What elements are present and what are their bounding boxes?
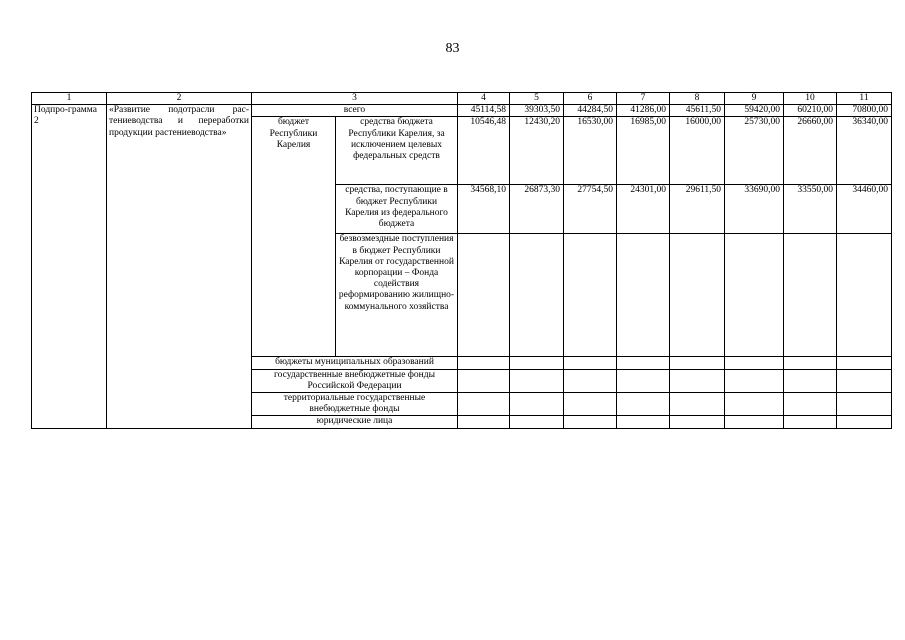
value-cell [510, 234, 564, 357]
row-label: юридические лица [252, 416, 458, 428]
value-cell: 12430,20 [510, 117, 564, 185]
value-cell: 26660,00 [784, 117, 837, 185]
value-cell: 34460,00 [837, 185, 892, 234]
value-cell [725, 234, 784, 357]
value-cell: 70800,00 [837, 105, 892, 117]
value-cell: 45114,58 [458, 105, 510, 117]
value-cell [510, 393, 564, 416]
value-cell [670, 234, 725, 357]
value-cell: 59420,00 [725, 105, 784, 117]
value-cell [564, 369, 617, 392]
value-cell [458, 234, 510, 357]
value-cell [510, 416, 564, 428]
row-label: средства бюджета Республики Карелия, за исключением целевых федеральных средств [336, 117, 458, 185]
value-cell: 27754,50 [564, 185, 617, 234]
value-cell: 24301,00 [617, 185, 670, 234]
value-cell [617, 357, 670, 369]
value-cell [837, 234, 892, 357]
value-cell [564, 234, 617, 357]
row-label: государственные внебюджетные фонды Российской Федерации [252, 369, 458, 392]
value-cell [725, 369, 784, 392]
value-cell [784, 416, 837, 428]
program-name-cell: «Развитие подотрасли рас-тениеводства и переработки продукции растениеводства» [107, 105, 252, 428]
value-cell: 45611,50 [670, 105, 725, 117]
value-cell: 33550,00 [784, 185, 837, 234]
value-cell [458, 357, 510, 369]
value-cell [510, 357, 564, 369]
header-cell: 9 [725, 93, 784, 105]
value-cell [784, 369, 837, 392]
value-cell: 39303,50 [510, 105, 564, 117]
header-cell: 1 [32, 93, 107, 105]
value-cell: 60210,00 [784, 105, 837, 117]
value-cell [670, 393, 725, 416]
value-cell [564, 393, 617, 416]
value-cell [670, 369, 725, 392]
value-cell: 41286,00 [617, 105, 670, 117]
value-cell [617, 369, 670, 392]
value-cell [670, 416, 725, 428]
header-cell: 8 [670, 93, 725, 105]
value-cell: 26873,30 [510, 185, 564, 234]
value-cell: 25730,00 [725, 117, 784, 185]
value-cell [837, 393, 892, 416]
value-cell [458, 369, 510, 392]
value-cell [725, 416, 784, 428]
header-row [32, 93, 892, 105]
value-cell: 29611,50 [670, 185, 725, 234]
value-cell [784, 234, 837, 357]
row-label: безвозмездные поступления в бюджет Республики Карелия от государственной корпорации – Фонда содействия реформированию жилищно-коммунального хозяйства [336, 234, 458, 357]
header-cell: 6 [564, 93, 617, 105]
value-cell: 36340,00 [837, 117, 892, 185]
value-cell [784, 357, 837, 369]
value-cell: 34568,10 [458, 185, 510, 234]
value-cell [725, 393, 784, 416]
value-cell [617, 416, 670, 428]
value-cell [837, 369, 892, 392]
value-cell [837, 416, 892, 428]
budget-rk-cell: бюджет Республики Карелия [252, 117, 336, 357]
row-label: всего [252, 105, 458, 117]
value-cell [837, 357, 892, 369]
value-cell [784, 393, 837, 416]
value-cell: 16985,00 [617, 117, 670, 185]
header-cell: 5 [510, 93, 564, 105]
value-cell: 10546,48 [458, 117, 510, 185]
value-cell [458, 393, 510, 416]
header-cell: 7 [617, 93, 670, 105]
value-cell: 44284,50 [564, 105, 617, 117]
value-cell [725, 357, 784, 369]
header-cell: 11 [837, 93, 892, 105]
value-cell [564, 416, 617, 428]
page-number: 83 [445, 41, 460, 56]
value-cell: 16000,00 [670, 117, 725, 185]
header-cell: 2 [107, 93, 252, 105]
value-cell: 33690,00 [725, 185, 784, 234]
program-cell: Подпро-грамма 2 [32, 105, 107, 428]
table-row [32, 105, 892, 117]
row-label: бюджеты муниципальных образований [252, 357, 458, 369]
value-cell [617, 393, 670, 416]
header-cell: 10 [784, 93, 837, 105]
financing-table [31, 92, 892, 429]
value-cell: 16530,00 [564, 117, 617, 185]
header-cell: 3 [252, 93, 458, 105]
value-cell [564, 357, 617, 369]
value-cell [617, 234, 670, 357]
row-label: средства, поступающие в бюджет Республики Карелия из федерального бюджета [336, 185, 458, 234]
header-cell: 4 [458, 93, 510, 105]
value-cell [670, 357, 725, 369]
value-cell [510, 369, 564, 392]
value-cell [458, 416, 510, 428]
row-label: территориальные государственные внебюджетные фонды [252, 393, 458, 416]
